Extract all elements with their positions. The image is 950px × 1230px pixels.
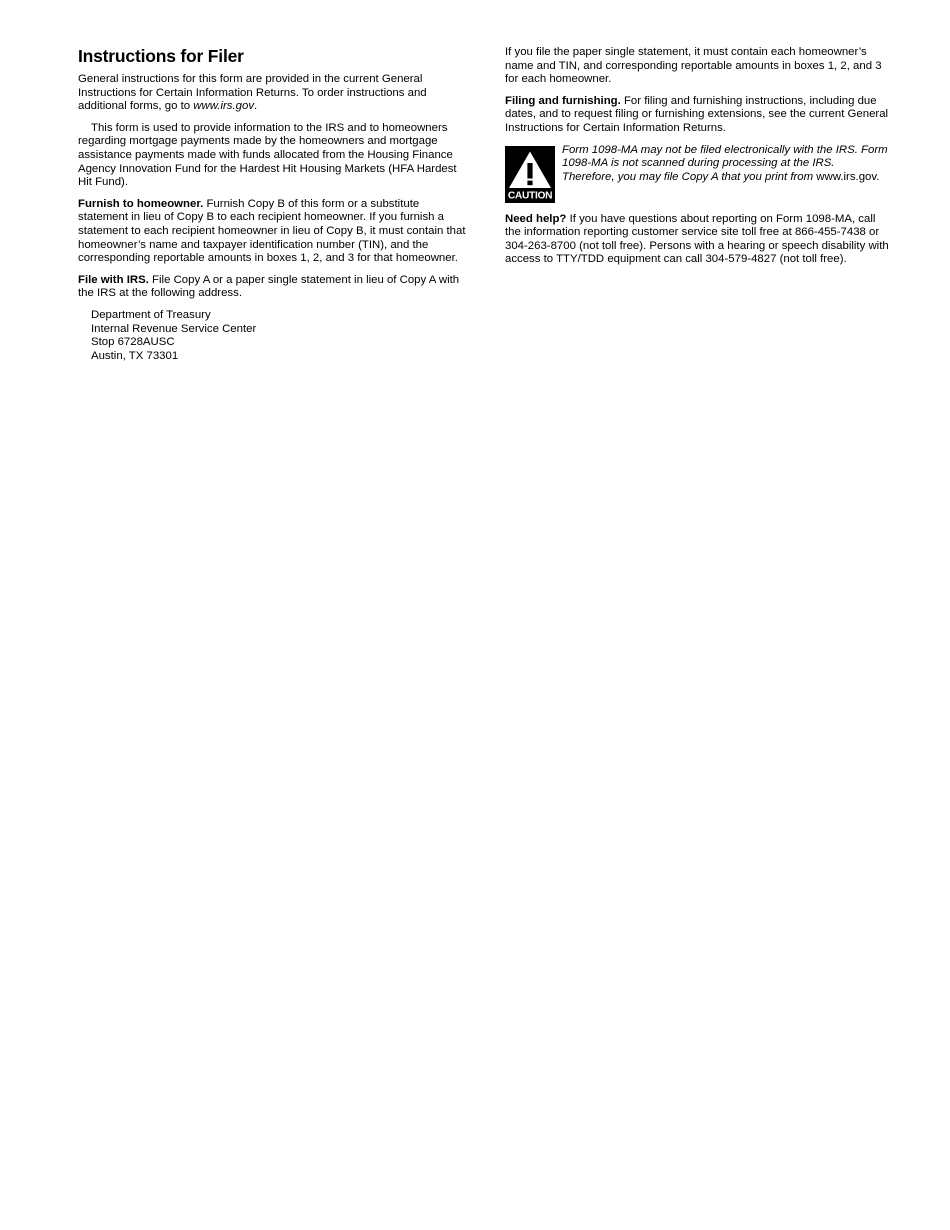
paragraph-purpose-of-form: This form is used to provide information to the IRS and to homeowners regarding mortgage payments made by the homeowners and mortgage assistance payments made with funds allocated from the Housing Finance Agency Innovation Fund for the Hardest Hit Housing Markets (HFA Hardest Hit Fund). [78,121,457,189]
paragraph-paper-single-statement: If you file the paper single statement, it must contain each homeowner’s name and TIN, and corresponding reportable amounts in boxes 1, 2, and 3 for each homeowner. [505,46,882,86]
need-help-text: If you have questions about reporting on Form 1098-MA, call the information reporting customer service site toll free at 866-455-7438 or 304-263-8700 (not toll free). Persons with a hearing or speech disability with access to TTY/TDD equipment can call 304-579-4827 (not toll free). [505,212,889,266]
address-line-department: Department of Treasury [91,308,211,321]
caution-italic-text: Form 1098-MA may not be filed electronically with the IRS. Form 1098-MA is not scanned during processing at the IRS. Therefore, you may file Copy A that you print from [562,143,888,183]
svg-text:CAUTION: CAUTION [507,190,553,202]
furnish-to-homeowner-text: Furnish Copy B of this form or a substitute statement in lieu of Copy B to each recipient homeowner. If you furnish a statement to each recipient homeowner in lieu of Copy B, it must contain that homeowner’s name and taxpayer identification number (TIN), and the corresponding reportable amounts in boxes 1, 2, and 3 for that homeowner. [78,197,466,265]
caution-notice [505,144,890,204]
paragraph-general-instructions [78,73,470,114]
caution-icon [505,146,555,203]
paragraph-filing-and-furnishing [505,95,890,136]
address-line-service-center: Internal Revenue Service Center [91,322,257,335]
caution-irs-website: www.irs.gov. [816,170,880,183]
page-title: Instructions for Filer [78,46,244,66]
general-instructions-text-before: General instructions for this form are provided in the current General Instructions for Certain Information Returns. To order instructions and additional forms, go to [78,73,427,113]
general-instructions-text-after: . [254,100,258,113]
address-line-city-state-zip: Austin, TX 73301 [91,349,179,362]
filing-and-furnishing-text: For filing and furnishing instructions, including due dates, and to request filing or furnishing extensions, see the current General Instructions for Certain Information Returns. [505,94,889,134]
file-with-irs-text: File Copy A or a paper single statement in lieu of Copy A with the IRS at the following address. [78,273,460,300]
filing-and-furnishing-heading: Filing and furnishing. [505,94,621,107]
furnish-to-homeowner-heading: Furnish to homeowner. [78,197,204,210]
right-column [505,46,890,267]
irs-website-link: www.irs.gov [193,100,255,113]
paragraph-furnish-to-homeowner [78,198,470,266]
file-with-irs-heading: File with IRS. [78,273,149,286]
caution-text [562,144,890,185]
irs-mailing-address [91,309,470,363]
address-line-stop: Stop 6728AUSC [91,336,175,349]
paragraph-file-with-irs [78,274,470,301]
paragraph-need-help [505,213,890,267]
need-help-heading: Need help? [505,212,567,225]
left-column [78,46,470,371]
